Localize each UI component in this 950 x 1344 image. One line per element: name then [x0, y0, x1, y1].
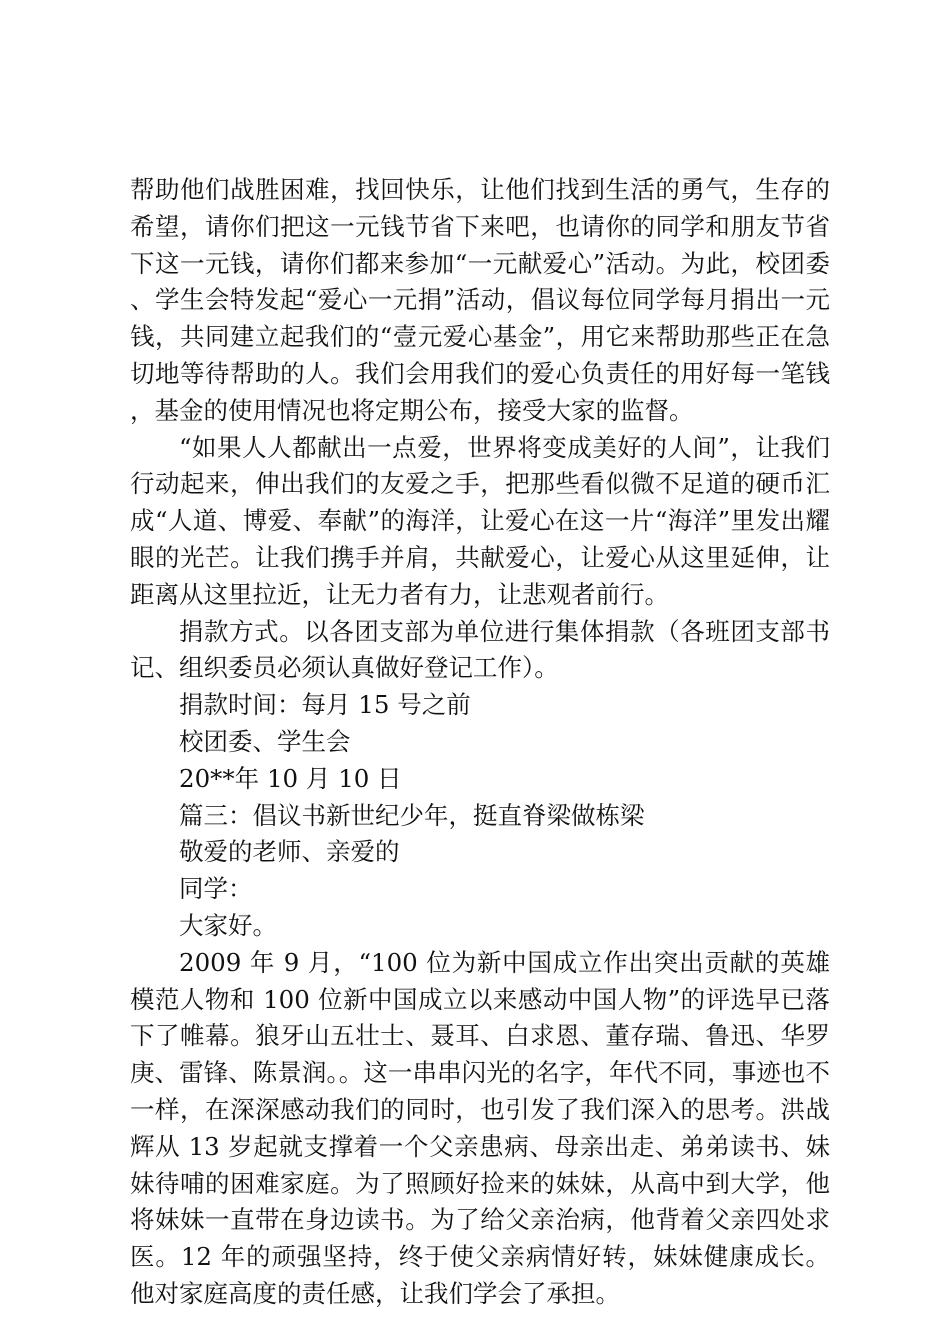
section-title: 篇三：倡议书新世纪少年，挺直脊梁做栋梁 [179, 800, 645, 830]
greeting: 大家好。 [179, 910, 277, 940]
signature-organization: 校团委、学生会 [179, 726, 351, 756]
document-body [130, 172, 830, 1313]
paragraph-call-to-action: “如果人人都献出一点爱，世界将变成美好的人间”，让我们行动起来，伸出我们的友爱之手，把那些看似微不足道的硬币汇成“人道、博爱、奉献”的海洋，让爱心在这一片“海洋”里发出耀眼的光芒。让我们携手并肩，共献爱心，让爱心从这里延伸，让距离从这里拉近，让无力者有力，让悲观者前行。 [130, 432, 830, 609]
paragraph-role-models: 2009 年 9 月，“100 位为新中国成立作出突出贡献的英雄模范人物和 100 位新中国成立以来感动中国人物”的评选早已落下了帷幕。狼牙山五壮士、聂耳、白求恩、董存瑞、鲁迅、华罗庚、雷锋、陈景润。。这一串串闪光的名字，年代不同，事迹也不一样，在深深感动我们的同时，也引发了我们深入的思考。洪战辉从 13 岁起就支撑着一个父亲患病、母亲出走、弟弟读书、妹妹待哺的困难家庭。为了照顾好捡来的妹妹，从高中到大学，他将妹妹一直带在身边读书。为了给父亲治病，他背着父亲四处求医。12 年的顽强坚持，终于使父亲病情好转，妹妹健康成长。他对家庭高度的责任感，让我们学会了承担。 [130, 947, 830, 1308]
salutation-line-2: 同学： [179, 874, 253, 904]
paragraph-donation-method: 捐款方式。以各团支部为单位进行集体捐款（各班团支部书记、组织委员必须认真做好登记工作）。 [130, 616, 830, 683]
paragraph-fund-appeal: 帮助他们战胜困难，找回快乐，让他们找到生活的勇气，生存的希望，请你们把这一元钱节省下来吧，也请你的同学和朋友节省下这一元钱，请你们都来参加“一元献爱心”活动。为此，校团委、学生会特发起“爱心一元捐”活动，倡议每位同学每月捐出一元钱，共同建立起我们的“壹元爱心基金”，用它来帮助那些正在急切地等待帮助的人。我们会用我们的爱心负责任的用好每一笔钱，基金的使用情况也将定期公布，接受大家的监督。 [130, 175, 830, 425]
donation-time: 捐款时间：每月 15 号之前 [179, 690, 471, 720]
salutation-line-1: 敬爱的老师、亲爱的 [179, 837, 400, 867]
signature-date: 20**年 10 月 10 日 [179, 763, 402, 793]
